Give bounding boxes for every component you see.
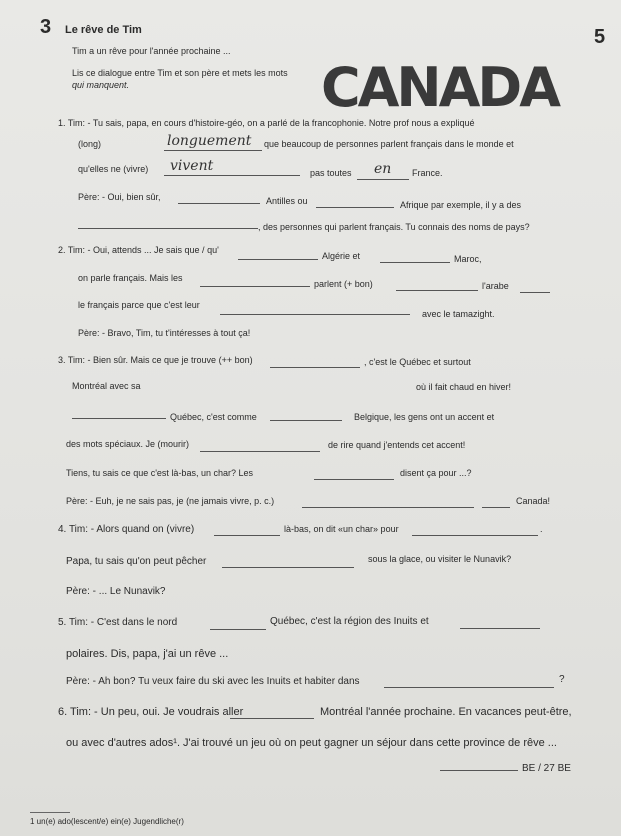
- dialogue-line: Belgique, les gens ont un accent et: [354, 412, 495, 422]
- dialogue-line: Antilles ou: [266, 196, 308, 206]
- dialogue-line: ou avec d'autres ados¹. J'ai trouvé un jeu où on peut gagner un séjour dans cette province de rêve ...: [66, 737, 557, 749]
- dialogue-line: ?: [559, 674, 565, 685]
- answer-blank[interactable]: [214, 525, 280, 536]
- answer-blank[interactable]: [178, 193, 260, 204]
- dialogue-line: 3. Tim: - Bien sûr. Mais ce que je trouve (++ bon): [58, 355, 253, 365]
- answer-blank[interactable]: [384, 677, 554, 688]
- answer-blank[interactable]: [78, 218, 258, 229]
- intro-text: Tim a un rêve pour l'année prochaine ...: [72, 46, 231, 56]
- answer-blank[interactable]: [460, 618, 540, 629]
- dialogue-line: 6. Tim: - Un peu, oui. Je voudrais aller: [58, 706, 244, 718]
- dialogue-line: Père: - Bravo, Tim, tu t'intéresses à tout ça!: [78, 328, 251, 338]
- dialogue-line: (long): [78, 139, 102, 149]
- answer-blank[interactable]: [440, 760, 518, 771]
- page-number: 5: [594, 26, 606, 48]
- answer-blank[interactable]: [72, 408, 166, 419]
- dialogue-line: France.: [412, 168, 443, 178]
- dialogue-line: là-bas, on dit «un char» pour: [284, 524, 399, 534]
- handwritten-answer: en: [374, 161, 392, 177]
- dialogue-line: on parle français. Mais les: [78, 273, 183, 283]
- answer-blank[interactable]: [380, 252, 450, 263]
- dialogue-line: 4. Tim: - Alors quand on (vivre): [58, 524, 195, 535]
- answer-blank[interactable]: [520, 282, 550, 293]
- answer-blank[interactable]: [396, 280, 478, 291]
- dialogue-line: sous la glace, ou visiter le Nunavik?: [368, 554, 512, 564]
- answer-blank[interactable]: [200, 441, 320, 452]
- dialogue-line: des mots spéciaux. Je (mourir): [66, 439, 190, 449]
- answer-blank[interactable]: [482, 497, 510, 508]
- dialogue-line: 1. Tim: - Tu sais, papa, en cours d'histoire-géo, on a parlé de la francophonie. Notre prof nous a expliqué: [58, 118, 475, 128]
- dialogue-line: Québec, c'est comme: [170, 412, 257, 422]
- dialogue-line: polaires. Dis, papa, j'ai un rêve ...: [66, 648, 229, 660]
- dialogue-line: Canada!: [516, 496, 551, 506]
- dialogue-line: .: [540, 524, 543, 534]
- answer-blank[interactable]: [220, 304, 410, 315]
- exercise-title: Le rêve de Tim: [65, 24, 142, 36]
- dialogue-line: Papa, tu sais qu'on peut pêcher: [66, 556, 207, 567]
- answer-blank[interactable]: [238, 249, 318, 260]
- exercise-number: 3: [40, 16, 52, 38]
- answer-blank[interactable]: [200, 276, 310, 287]
- dialogue-line: Afrique par exemple, il y a des: [400, 200, 522, 210]
- dialogue-line: Maroc,: [454, 254, 482, 264]
- dialogue-line: , des personnes qui parlent français. Tu connais des noms de pays?: [258, 222, 530, 232]
- dialogue-line: pas toutes: [310, 168, 352, 178]
- dialogue-line: 2. Tim: - Oui, attends ... Je sais que / qu': [58, 245, 219, 255]
- dialogue-line: Père: - Oui, bien sûr,: [78, 192, 161, 202]
- dialogue-line: que beaucoup de personnes parlent français dans le monde et: [264, 139, 514, 149]
- dialogue-line: qu'elles ne (vivre): [78, 164, 149, 174]
- dialogue-line: parlent (+ bon): [314, 279, 373, 289]
- handwritten-answer: vivent: [170, 158, 214, 174]
- answer-blank[interactable]: [230, 708, 314, 719]
- instruction-line-2: qui manquent.: [72, 80, 130, 90]
- answer-blank[interactable]: [222, 557, 354, 568]
- dialogue-line: disent ça pour ...?: [400, 468, 472, 478]
- dialogue-line: Québec, c'est la région des Inuits et: [270, 616, 429, 627]
- answer-blank[interactable]: [314, 469, 394, 480]
- footnote-divider: [30, 812, 70, 813]
- canada-logo: CANADA: [321, 56, 559, 119]
- handwritten-answer: longuement: [167, 133, 252, 149]
- answer-blank[interactable]: [302, 497, 474, 508]
- answer-blank[interactable]: [412, 525, 538, 536]
- dialogue-line: Montréal avec sa: [72, 381, 141, 391]
- answer-blank[interactable]: [316, 197, 394, 208]
- answer-blank[interactable]: [210, 619, 266, 630]
- dialogue-line: où il fait chaud en hiver!: [416, 382, 512, 392]
- dialogue-line: avec le tamazight.: [422, 309, 495, 319]
- dialogue-line: Montréal l'année prochaine. En vacances peut-être,: [320, 706, 572, 718]
- dialogue-line: , c'est le Québec et surtout: [364, 357, 471, 367]
- footnote: 1 un(e) ado(lescent/e) ein(e) Jugendliche(r): [30, 817, 184, 826]
- dialogue-line: Père: - Euh, je ne sais pas, je (ne jamais vivre, p. c.): [66, 496, 275, 506]
- instruction-line-1: Lis ce dialogue entre Tim et son père et mets les mots: [72, 68, 288, 78]
- answer-blank[interactable]: [270, 357, 360, 368]
- page-code: BE / 27 BE: [522, 763, 571, 774]
- dialogue-line: Algérie et: [322, 251, 361, 261]
- dialogue-line: l'arabe: [482, 281, 509, 291]
- dialogue-line: 5. Tim: - C'est dans le nord: [58, 617, 178, 628]
- dialogue-line: le français parce que c'est leur: [78, 300, 200, 310]
- dialogue-line: Tiens, tu sais ce que c'est là-bas, un char? Les: [66, 468, 253, 478]
- dialogue-line: de rire quand j'entends cet accent!: [328, 440, 466, 450]
- dialogue-line: Père: - ... Le Nunavik?: [66, 586, 166, 597]
- answer-blank[interactable]: [270, 410, 342, 421]
- dialogue-line: Père: - Ah bon? Tu veux faire du ski avec les Inuits et habiter dans: [66, 676, 360, 687]
